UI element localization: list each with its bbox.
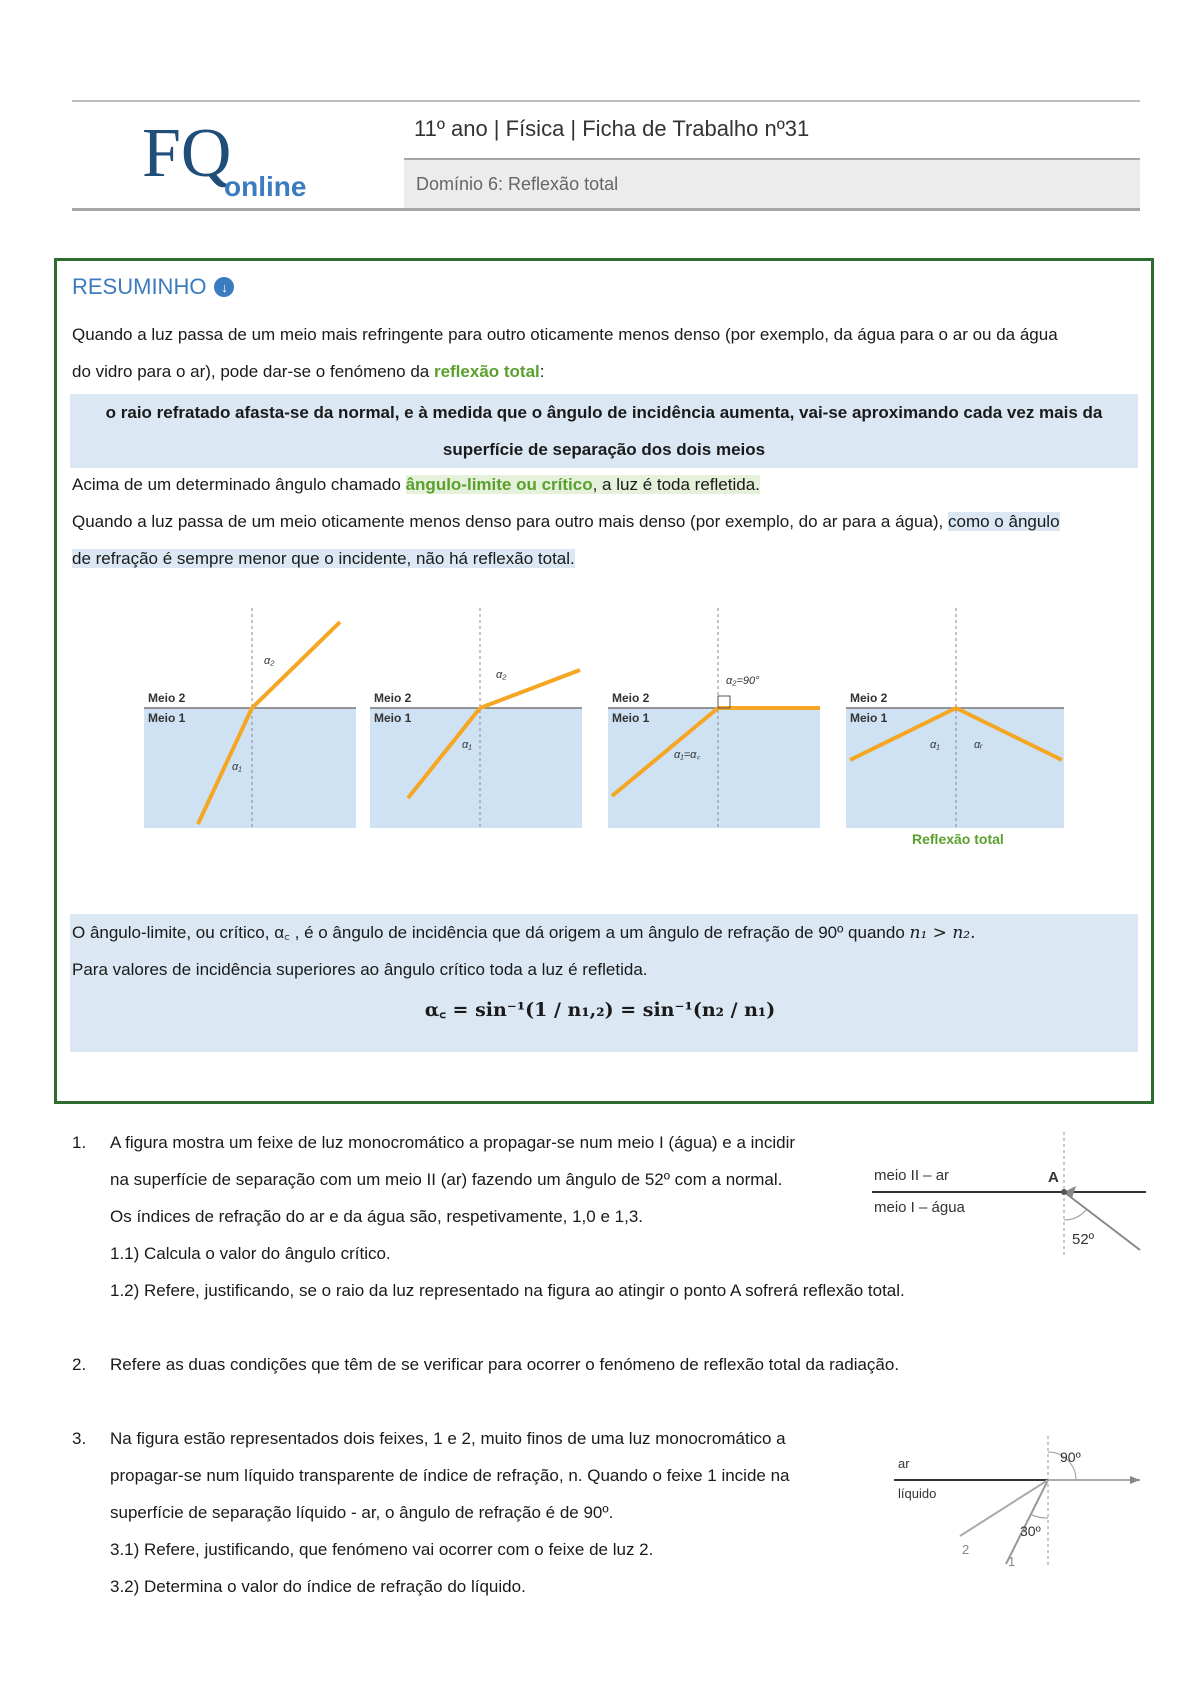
q3-fig-ray2: 2 — [962, 1542, 970, 1557]
header-top-rule — [72, 100, 1140, 102]
q3-line1: Na figura estão representados dois feixes, 1 e 2, muito finos de uma luz monocromático a — [110, 1429, 786, 1448]
summary-p3-line2 — [72, 540, 1140, 577]
crit-text: O ângulo-limite, ou crítico, α꜀ , é o ângulo de incidência que dá origem a um ângulo de refração de 90º quando — [72, 923, 910, 942]
summary-p3-line1 — [72, 503, 1140, 540]
label-meio1: Meio 1 — [148, 711, 186, 725]
label-meio1: Meio 1 — [612, 711, 650, 725]
label-meio2: Meio 2 — [612, 691, 650, 705]
q3-fig-ray1: 1 — [1008, 1554, 1016, 1568]
logo-text: FQ — [142, 115, 232, 192]
p1-end: : — [539, 362, 545, 381]
summary-p1-line2 — [72, 353, 1140, 390]
term-reflexao-total: reflexão total — [433, 362, 540, 381]
logo-subtext: online — [224, 171, 307, 202]
label-meio1: Meio 1 — [850, 711, 888, 725]
label-alpha1: α₁ — [930, 739, 940, 751]
q2-number: 2. — [72, 1355, 87, 1374]
q2-text: Refere as duas condições que têm de se verificar para ocorrer o fenómeno de reflexão total da radiação. — [110, 1355, 900, 1374]
summary-p1-line1: Quando a luz passa de um meio mais refringente para outro oticamente menos denso (por exemplo, da água para o ar ou da água — [72, 325, 1058, 344]
q1-line2: na superfície de separação com um meio II (ar) fazendo um ângulo de 52º com a normal. — [110, 1170, 783, 1189]
diagram-refraction-1 — [144, 608, 356, 828]
label-alpha-r: αᵣ — [974, 739, 983, 751]
refraction-diagrams — [140, 600, 1080, 850]
label-alpha1-critical: α₁=α꜀ — [674, 749, 701, 761]
page-title: 11º ano | Física | Ficha de Trabalho nº31 — [414, 116, 810, 141]
p3-highlight: como o ângulo — [948, 512, 1060, 531]
q1-fig-point-a: A — [1048, 1169, 1059, 1186]
header-bottom-rule — [72, 208, 1140, 211]
label-alpha2: α₂ — [264, 655, 275, 667]
critical-line1 — [72, 914, 1140, 952]
subtitle-bar — [404, 158, 1140, 210]
p1-text: do vidro para o ar), pode dar-se o fenómeno da — [72, 362, 434, 381]
label-meio2: Meio 2 — [374, 691, 412, 705]
label-meio2: Meio 2 — [148, 691, 186, 705]
p2-end: , a luz é toda refletida. — [592, 475, 760, 494]
label-alpha1: α₁ — [462, 739, 472, 751]
label-alpha1: α₁ — [232, 761, 242, 773]
q3-fig-angle-30: 30º — [1020, 1523, 1041, 1539]
q1-fig-label-agua: meio I – água — [874, 1199, 965, 1216]
highlight-line1: o raio refratado afasta-se da normal, e à medida que o ângulo de incidência aumenta, vai-se aproximando cada vez mais da — [105, 403, 1103, 422]
diagram-critical-angle — [608, 608, 820, 828]
label-reflexao-total: Reflexão total — [912, 831, 1004, 847]
q3-line2: propagar-se num líquido transparente de índice de refração, n. Quando o feixe 1 incide na — [110, 1466, 790, 1485]
fq-online-logo — [140, 112, 340, 202]
q3-number: 3. — [72, 1429, 87, 1448]
q3-sub1: 3.1) Refere, justificando, que fenómeno vai ocorrer com o feixe de luz 2. — [110, 1540, 654, 1559]
summary-p2 — [72, 466, 1140, 503]
label-alpha2-90: α₂=90° — [726, 675, 760, 687]
summary-title-text: RESUMINHO — [72, 274, 207, 299]
term-angulo-limite: ângulo-limite ou crítico — [405, 475, 593, 494]
down-arrow-icon: ↓ — [214, 277, 234, 297]
q1-number: 1. — [72, 1133, 87, 1152]
label-alpha2: α₂ — [496, 669, 507, 681]
critical-angle-formula: α꜀ = sin⁻¹(1 / n₁,₂) = sin⁻¹(n₂ / n₁) — [424, 999, 776, 1021]
label-meio1: Meio 1 — [374, 711, 412, 725]
q3-sub2: 3.2) Determina o valor do índice de refração do líquido. — [110, 1577, 526, 1596]
q3-fig-label-ar: ar — [898, 1456, 910, 1471]
crit-condition: n₁ > n₂. — [909, 923, 976, 943]
critical-line2: Para valores de incidência superiores ao ângulo crítico toda a luz é refletida. — [72, 960, 648, 979]
label-meio2: Meio 2 — [850, 691, 888, 705]
q1-figure — [866, 1132, 1146, 1256]
q3-line3: superfície de separação líquido - ar, o ângulo de refração é de 90º. — [110, 1503, 614, 1522]
q3-fig-label-liquido: líquido — [898, 1486, 937, 1501]
q1-sub1: 1.1) Calcula o valor do ângulo crítico. — [110, 1244, 391, 1263]
q1-fig-angle: 52º — [1072, 1231, 1095, 1248]
p3-highlight-2: de refração é sempre menor que o incidente, não há reflexão total. — [72, 549, 575, 568]
q3-figure — [890, 1436, 1146, 1568]
highlight-line2: superfície de separação dos dois meios — [442, 440, 766, 459]
summary-title — [72, 274, 234, 300]
diagram-refraction-2 — [370, 608, 582, 828]
diagram-total-reflection — [846, 608, 1064, 847]
p3-text: Quando a luz passa de um meio oticamente menos denso para outro mais denso (por exemplo, do ar para a água), — [72, 512, 949, 531]
q3-fig-angle-90: 90º — [1060, 1449, 1081, 1465]
p2-text: Acima de um determinado ângulo chamado — [72, 475, 406, 494]
q1-fig-label-ar: meio II – ar — [874, 1167, 950, 1184]
q1-sub2: 1.2) Refere, justificando, se o raio da luz representado na figura ao atingir o ponto A sofrerá reflexão total. — [110, 1281, 905, 1300]
q1-line3: Os índices de refração do ar e da água são, respetivamente, 1,0 e 1,3. — [110, 1207, 643, 1226]
q1-line1: A figura mostra um feixe de luz monocromático a propagar-se num meio I (água) e a incidir — [110, 1133, 796, 1152]
page-subtitle: Domínio 6: Reflexão total — [416, 174, 619, 194]
